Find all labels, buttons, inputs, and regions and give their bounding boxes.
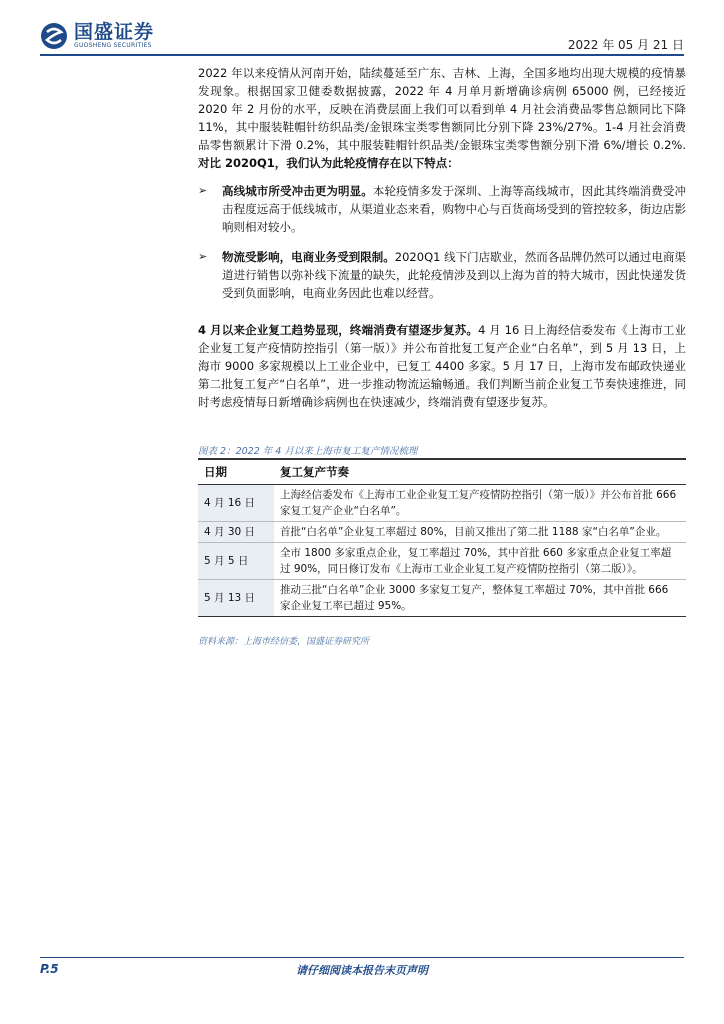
paragraph-recovery-text: 4 月 16 日上海经信委发布《上海市工业企业复工复产疫情防控指引（第一版）》并公布首批复工复产企业“白名单”，到 5 月 13 日，上海市 9000 多家规模以上工业企业中，已复工 4400 多家。5 月 17 日，上海市发布邮政快递业第二批复工复产“白名单”，进一步推动物流运输畅通。我们判断当前企业复工节奏快速推进，同时考虑疫情每日新增确诊病例也在快速减少，终端消费有望逐步复苏。	[198, 323, 686, 409]
paragraph-overview-text: 2022 年以来疫情从河南开始，陆续蔓延至广东、吉林、上海，全国多地均出现大规模的疫情暴发现象。根据国家卫健委数据披露，2022 年 4 月单月新增确诊病例 65000 例，已经接近 2020 年 2 月份的水平，反映在消费层面上我们可以看到单 4 月社会消费品零售总额同比下降 11%，其中服装鞋帽针纺织品类/金银珠宝类零售额同比分别下降 23%/27%。1-4 月社会消费品零售额累计下滑 0.2%，其中服装鞋帽针织品类/金银珠宝类零售额分别下滑 6%/增长 0.2%.	[198, 66, 686, 152]
footer-disclaimer: 请仔细阅读本报告末页声明	[296, 964, 428, 977]
figure-source: 资料来源：上海市经信委，国盛证券研究所	[198, 637, 370, 647]
bullet-logistics	[198, 248, 686, 302]
reopening-timeline-table	[198, 458, 686, 617]
column-header-progress: 复工复产节奏	[274, 459, 686, 485]
bullet-1-text: 本轮疫情多发于深圳、上海等高线城市，因此其终端消费受冲击程度远高于低线城市，从渠道业态来看，购物中心与百货商场受到的管控较多，街边店影响则相对较小。	[222, 184, 687, 234]
table-row	[198, 522, 686, 543]
row-text: 全市 1800 多家重点企业，复工率超过 70%，其中首批 660 多家重点企业复工率超过 90%，同日修订发布《上海市工业企业复工复产疫情防控指引（第二版）》。	[274, 543, 686, 580]
page-number: P.5	[40, 962, 59, 976]
column-header-date: 日期	[198, 459, 274, 485]
row-text: 上海经信委发布《上海市工业企业复工复产疫情防控指引（第一版）》并公布首批 666 家复工复产企业“白名单”。	[274, 485, 686, 522]
paragraph-overview-conclusion: 对比 2020Q1，我们认为此轮疫情存在以下特点：	[198, 156, 459, 170]
brand-logo	[40, 22, 154, 50]
brand-name-en: GUOSHENG SECURITIES	[74, 42, 152, 49]
row-text: 首批“白名单”企业复工率超过 80%，目前又推出了第二批 1188 家“白名单”企业。	[274, 522, 686, 543]
table-row	[198, 580, 686, 617]
table-row	[198, 543, 686, 580]
row-date: 4 月 30 日	[198, 522, 274, 543]
bullet-1-heading: 高线城市所受冲击更为明显。	[222, 184, 373, 198]
paragraph-overview	[198, 64, 686, 172]
table-header-row	[198, 459, 686, 485]
row-date: 5 月 13 日	[198, 580, 274, 617]
bullet-2-text: 2020Q1 线下门店歇业，然而各品牌仍然可以通过电商渠道进行销售以弥补线下流量的缺失，此轮疫情涉及到以上海为首的特大城市，因此快递发货受到负面影响，电商业务因此也难以经营。	[222, 250, 686, 300]
row-text: 推动三批“白名单”企业 3000 多家复工复产，整体复工率超过 70%，其中首批 666 家企业复工率已超过 95%。	[274, 580, 686, 617]
row-date: 4 月 16 日	[198, 485, 274, 522]
bullet-arrow-icon: ➢	[198, 184, 208, 197]
paragraph-recovery-heading: 4 月以来企业复工趋势显现，终端消费有望逐步复苏。	[198, 323, 479, 337]
bullet-arrow-icon: ➢	[198, 250, 208, 263]
paragraph-recovery	[198, 321, 686, 411]
row-date: 5 月 5 日	[198, 543, 274, 580]
brand-name-cn: 国盛证券	[74, 21, 155, 43]
table-row	[198, 485, 686, 522]
figure-caption: 图表 2：2022 年 4 月以来上海市复工复产情况梳理	[198, 446, 418, 457]
footer-divider	[40, 957, 684, 958]
bullet-2-heading: 物流受影响，电商业务受到限制。	[222, 250, 395, 264]
brand-emblem-icon	[40, 22, 68, 50]
report-date: 2022 年 05 月 21 日	[567, 38, 684, 52]
header-divider	[40, 54, 684, 56]
bullet-high-tier-cities	[198, 182, 686, 236]
